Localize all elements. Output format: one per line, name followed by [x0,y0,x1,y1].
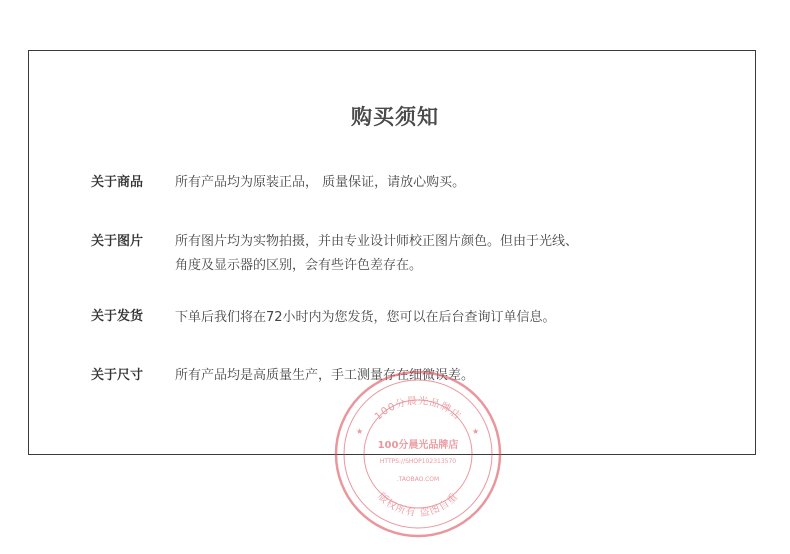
stamp-url: HTTPS://SHOP102313570 [379,458,457,465]
text-size [175,364,630,388]
text-images-line-1: 所有图片均为实物拍摄，并由专业设计师校正图片颜色。但由于光线、 [175,234,579,249]
stamp-star-icon: ★ [356,427,364,436]
text-images-line-2: 角度及显示器的区别，会有些许色差存在。 [175,258,423,273]
text-shipping-line-1: 下单后我们将在72小时内为您发货，您可以在后台查询订单信息。 [175,310,556,325]
text-product [175,171,630,195]
stamp-ring-top-text: 100分晨光品牌店 [372,395,463,423]
label-size: 关于尺寸 [91,368,144,383]
label-product: 关于商品 [91,175,144,190]
stamp-domain: .TAOBAO.COM [396,476,440,483]
text-size-line-1: 所有产品均是高质量生产，手工测量存在细微误差。 [175,368,475,383]
text-product-line-1: 所有产品均为原装正品， 质量保证，请放心购买。 [175,175,466,190]
label-shipping: 关于发货 [91,309,144,324]
stamp-star-icon: ★ [472,427,480,436]
text-images [175,230,630,278]
page-title: 购买须知 [351,105,439,129]
label-images: 关于图片 [91,234,144,249]
stamp-shop-name: 100分晨光品牌店 [377,440,459,451]
svg-text:版权所有 盗图自重 [375,490,460,519]
stamp-ring-bottom-text: 版权所有 盗图自重 [375,491,461,519]
text-shipping [175,306,630,330]
